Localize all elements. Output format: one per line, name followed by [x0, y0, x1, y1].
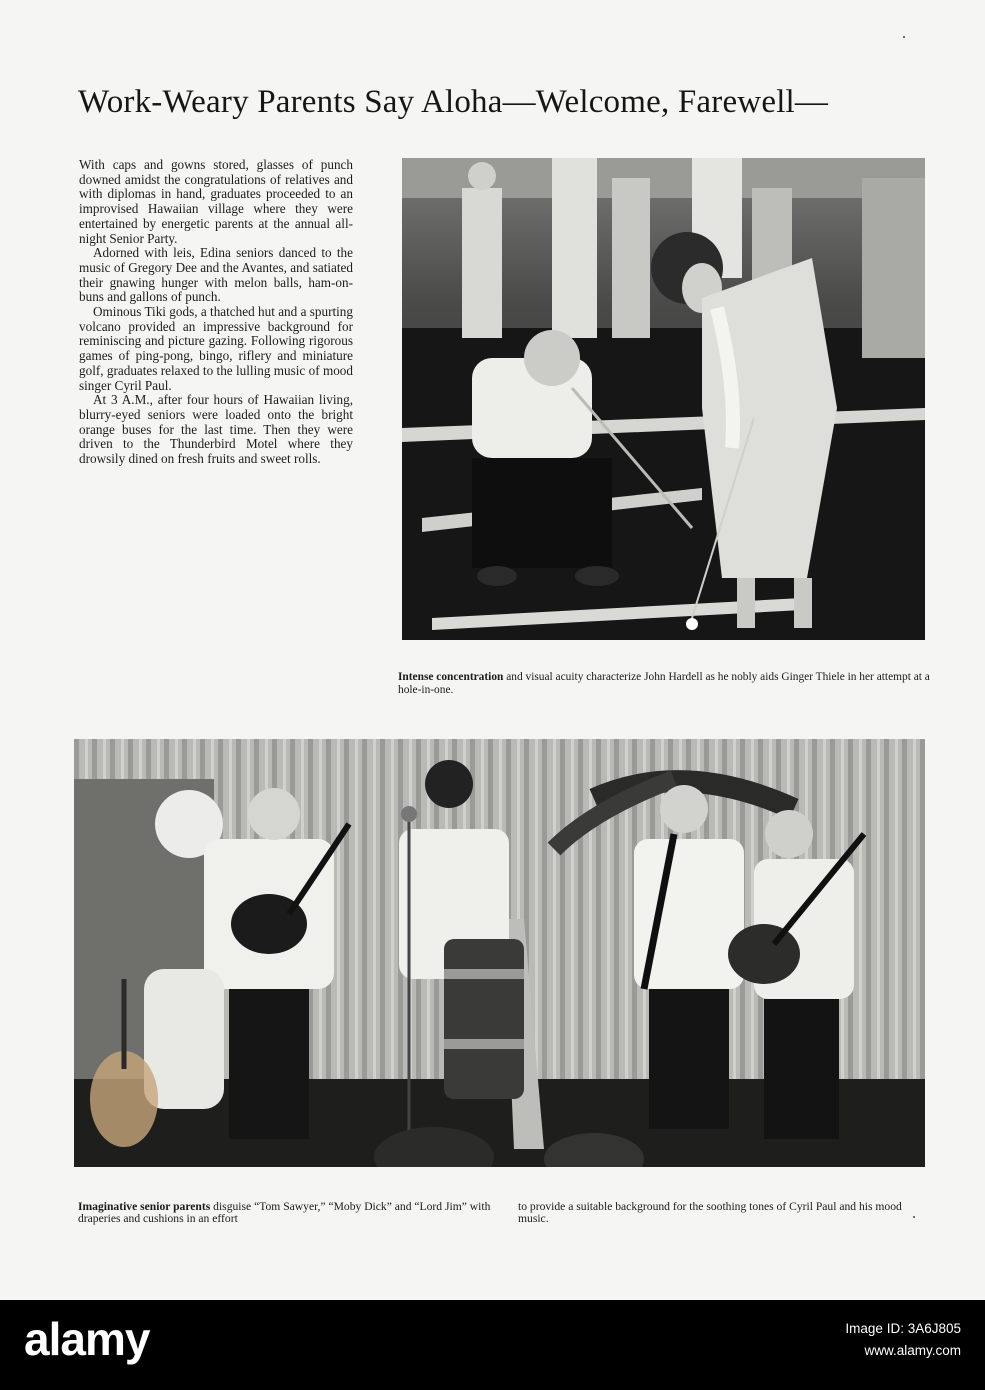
golf-photo-illustration: [402, 158, 925, 640]
golf-photo: [402, 158, 925, 640]
article-paragraph: At 3 A.M., after four hours of Hawaiian living, blurry-eyed seniors were loaded onto the bright orange buses for the last time. Then they were driven to the Thunderbird Motel where they drowsily dined on fresh fruits and sweet rolls.: [79, 392, 353, 467]
scan-speck: [913, 1216, 915, 1218]
caption-lead: Intense concentration: [398, 671, 504, 684]
article-paragraph: Ominous Tiki gods, a thatched hut and a spurting volcano provided an impressive background for reminiscing and picture gazing. Following rigorous games of ping-pong, bingo, riflery and miniature golf, graduates relaxed to the lulling music of mood singer Cyril Paul.: [79, 304, 353, 393]
article-paragraph: With caps and gowns stored, glasses of punch downed amidst the congratulations of relatives and with diplomas in hand, graduates proceeded to an improvised Hawaiian village where they were entertained by energetic parents at the annual all-night Senior Party.: [79, 157, 353, 246]
golf-photo-caption: [398, 671, 938, 696]
site-url: www.alamy.com: [864, 1343, 961, 1358]
image-id-label: Image ID: 3A6J805: [845, 1321, 961, 1336]
page-headline: Work-Weary Parents Say Aloha—Welcome, Farewell—: [78, 84, 829, 121]
caption-lead: Imaginative senior parents: [78, 1199, 211, 1213]
band-photo-caption-part1: [78, 1201, 498, 1226]
band-photo-illustration: [74, 739, 925, 1167]
article-paragraph: Adorned with leis, Edina seniors danced to the music of Gregory Dee and the Avantes, and satiated their gnawing hunger with melon balls, ham-on-buns and gallons of punch.: [79, 245, 353, 305]
band-photo: [74, 739, 925, 1167]
scan-speck: [903, 36, 905, 38]
caption-text: disguise “Tom Sawyer,” “Moby Dick” and “Lord Jim” with draperies and cushions in an effort: [78, 1199, 491, 1226]
image-id-block: [845, 1318, 961, 1362]
band-photo-caption-part2: to provide a suitable background for the soothing tones of Cyril Paul and his mood music.: [518, 1199, 902, 1226]
article-body: [79, 158, 353, 467]
alamy-logo: alamy: [24, 1313, 150, 1365]
caption-text: and visual acuity characterize John Hardell as he nobly aids Ginger Thiele in her attempt at a hole-in-one.: [398, 671, 930, 696]
